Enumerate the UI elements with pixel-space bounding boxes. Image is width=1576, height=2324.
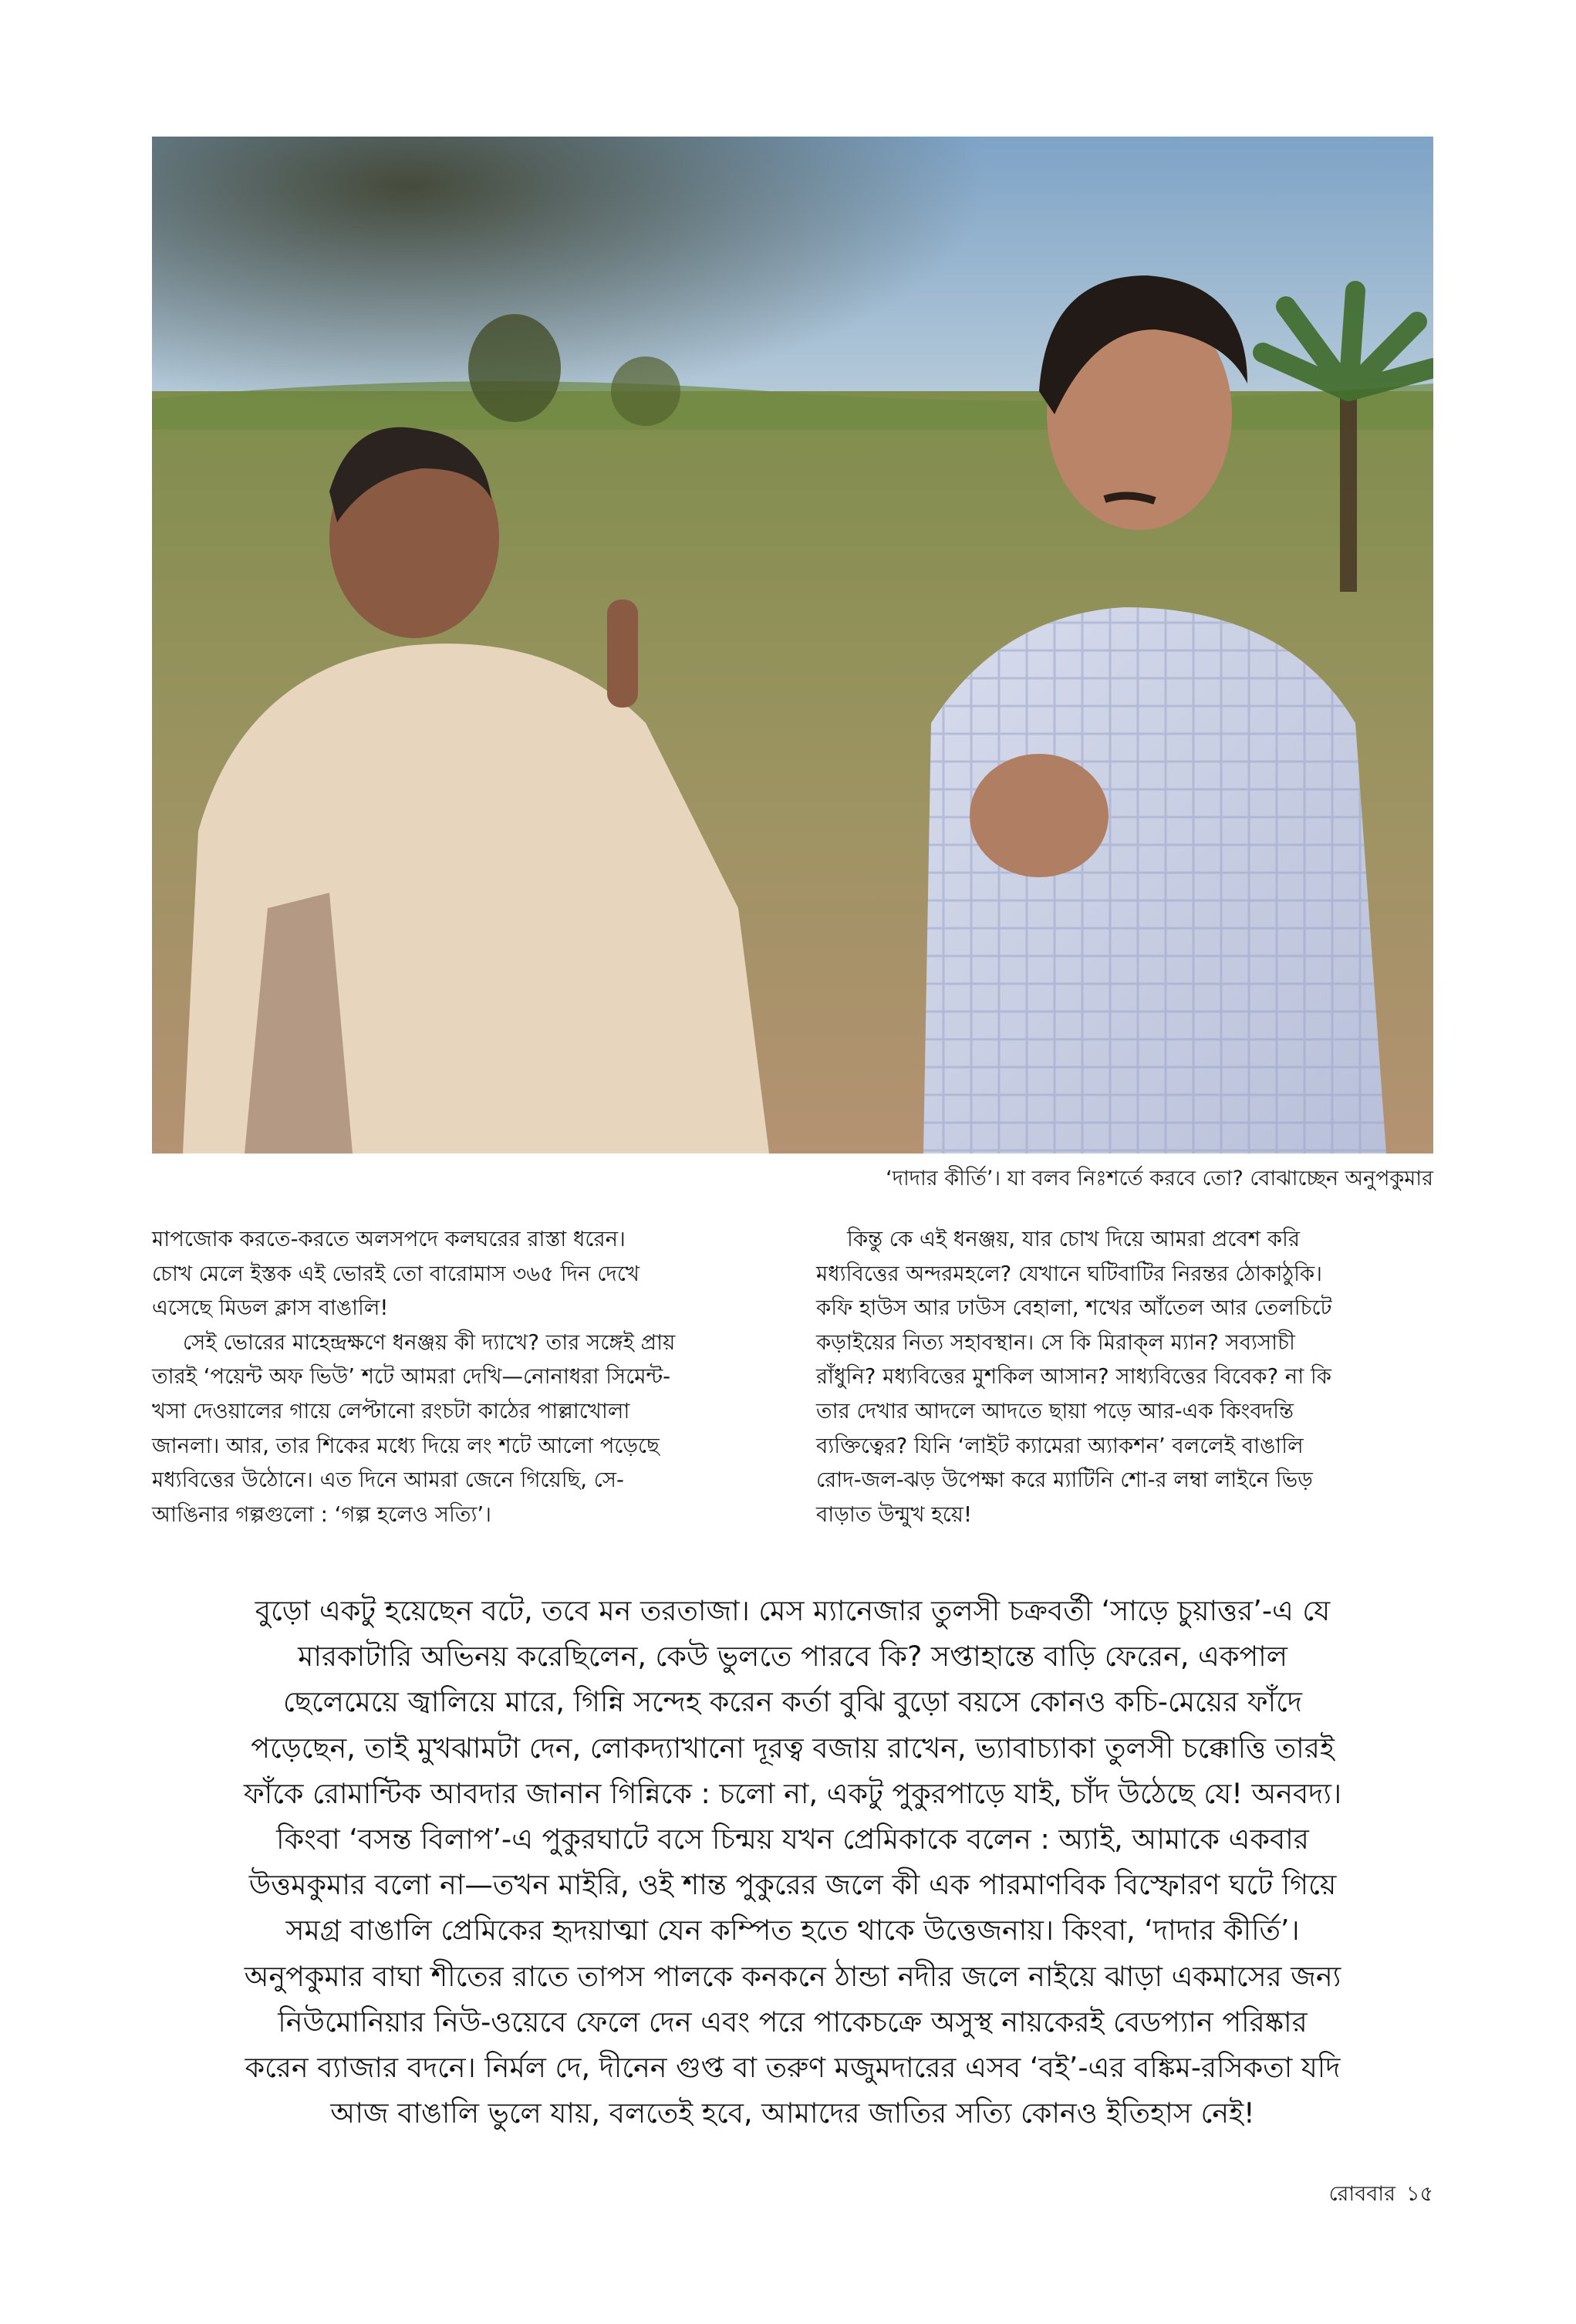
right-line-9: বাড়াত উন্মুখ হয়ে! (816, 1501, 973, 1527)
magazine-name: রোববার (1328, 2182, 1395, 2206)
pull-quote-line-7: উত্তমকুমার বলো না—তখন মাইরি, ওই শান্ত পুকুরের জলে কী এক পারমাণবিক বিস্ফোরণ ঘটে গিয়ে (248, 1868, 1337, 1902)
pull-quote-line-1: বুড়ো একটু হয়েছেন বটে, তবে মন তরতাজা। মেস ম্যানেজার তুলসী চক্রবর্তী ‘সাড়ে চুয়াত্তর’-এ যে (255, 1594, 1331, 1627)
left-column (152, 1222, 769, 1532)
pull-quote-line-11: করেন ব্যাজার বদনে। নির্মল দে, দীনেন গুপ্ত বা তরুণ মজুমদারের এসব ‘বই’-এর বঙ্কিম-রসিকতা যদি (245, 2051, 1341, 2085)
left-line-6: খসা দেওয়ালের গায়ে লেপ্টানো রংচটা কাঠের পাল্লাখোলা (152, 1398, 630, 1424)
left-line-9: আঙিনার গল্পগুলো : ‘গল্প হলেও সত্যি’। (152, 1501, 492, 1527)
right-line-2: মধ্যবিত্তের অন্দরমহলে? যেখানে ঘটিবাটির নিরন্তর ঠোকাঠুকি। (816, 1261, 1323, 1286)
pull-quote-line-8: সমগ্র বাঙালি প্রেমিকের হৃদয়াত্মা যেন কম্পিত হতে থাকে উত্তেজনায়। কিংবা, ‘দাদার কীর্তি’। (285, 1914, 1300, 1947)
right-line-8: রোদ-জল-ঝড় উপেক্ষা করে ম্যাটিনি শো-র লম্বা লাইনে ভিড় (816, 1468, 1313, 1493)
film-still-photo (152, 137, 1433, 1154)
left-line-4: সেই ভোরের মাহেন্দ্রক্ষণে ধনঞ্জয় কী দ্যাখে? তার সঙ্গেই প্রায় (183, 1329, 676, 1355)
right-line-5: রাঁধুনি? মধ্যবিত্তের মুশকিল আসান? সাধ্যবিত্তের বিবেক? না কি (816, 1364, 1332, 1390)
pull-quote-line-5: ফাঁকে রোমান্টিক আবদার জানান গিন্নিকে : চলো না, একটু পুকুরপাড়ে যাই, চাঁদ উঠেছে যে! অনবদ্য। (244, 1776, 1341, 1810)
photo-caption: ‘দাদার কীর্তি’। যা বলব নিঃশর্তে করবে তো? বোঝাচ্ছেন অনুপকুমার (886, 1167, 1433, 1191)
pull-quote (152, 1588, 1433, 2136)
pull-quote-line-4: পড়েছেন, তাই মুখঝামটা দেন, লোকদ্যাখানো দূরত্ব বজায় রাখেন, ভ্যাবাচ্যাকা তুলসী চক্কোত্তি তারই (251, 1731, 1335, 1765)
left-line-8: মধ্যবিত্তের উঠোনে। এত দিনে আমরা জেনে গিয়েছি, সে- (152, 1468, 624, 1493)
pull-quote-line-12: আজ বাঙালি ভুলে যায়, বলতেই হবে, আমাদের জাতির সত্যি কোনও ইতিহাস নেই! (330, 2096, 1255, 2130)
left-line-2: চোখ মেলে ইস্তক এই ভোরই তো বারোমাস ৩৬৫ দিন দেখে (152, 1261, 640, 1286)
right-line-4: কড়াইয়ের নিত্য সহাবস্থান। সে কি মিরাক্‌ল ম্যান? সব্যসাচী (816, 1329, 1295, 1355)
pull-quote-line-10: নিউমোনিয়ার নিউ-ওয়েবে ফেলে দেন এবং পরে পাকেচক্রে অসুস্থ নায়কেরই বেডপ্যান পরিষ্কার (278, 2005, 1308, 2039)
right-line-3: কফি হাউস আর ঢাউস বেহালা, শখের আঁতেল আর তেলচিটে (816, 1295, 1332, 1321)
pull-quote-line-2: মারকাটারি অভিনয় করেছিলেন, কেউ ভুলতে পারবে কি? সপ্তাহান্তে বাড়ি ফেরেন, একপাল (298, 1640, 1287, 1674)
left-line-7: জানলা। আর, তার শিকের মধ্যে দিয়ে লং শটে আলো পড়েছে (152, 1433, 660, 1458)
film-still-illustration (152, 137, 1433, 1154)
pull-quote-line-9: অনুপকুমার বাঘা শীতের রাতে তাপস পালকে কনকনে ঠান্ডা নদীর জলে নাইয়ে ঝাড়া একমাসের জন্য (244, 1959, 1341, 1993)
page-number: ১৫ (1406, 2182, 1433, 2206)
left-line-1: মাপজোক করতে-করতে অলসপদে কলঘরের রাস্তা ধরেন। (152, 1227, 626, 1252)
right-line-6: তার দেখার আদলে আদতে ছায়া পড়ে আর-এক কিংবদন্তি (816, 1398, 1294, 1424)
page-folio (1329, 2180, 1433, 2208)
right-line-7: ব্যক্তিত্বের? যিনি ‘লাইট ক্যামেরা অ্যাকশন’ বললেই বাঙালি (816, 1433, 1304, 1458)
right-column (816, 1222, 1433, 1532)
pull-quote-line-6: কিংবা ‘বসন্ত বিলাপ’-এ পুকুরঘাটে বসে চিন্ময় যখন প্রেমিকাকে বলেন : অ্যাই, আমাকে একবার (276, 1822, 1309, 1856)
pull-quote-line-3: ছেলেমেয়ে জ্বালিয়ে মারে, গিন্নি সন্দেহ করেন কর্তা বুঝি বুড়ো বয়সে কোনও কচি-মেয়ের ফাঁদে (283, 1685, 1302, 1719)
right-line-1: কিন্তু কে এই ধনঞ্জয়, যার চোখ দিয়ে আমরা প্রবেশ করি (847, 1227, 1300, 1252)
left-line-3: এসেছে মিডল ক্লাস বাঙালি! (152, 1295, 389, 1321)
left-line-5: তারই ‘পয়েন্ট অফ ভিউ’ শটে আমরা দেখি—নোনাধরা সিমেন্ট- (152, 1364, 671, 1390)
